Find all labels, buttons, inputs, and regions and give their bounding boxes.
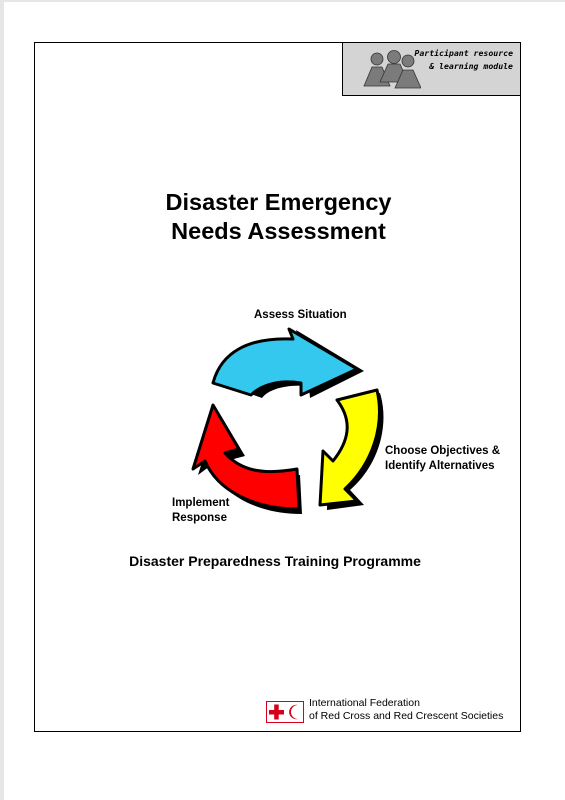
implement-text-1: Implement <box>172 497 230 509</box>
page-edge-top <box>0 0 565 2</box>
ifrc-line-2: of Red Cross and Red Crescent Societies <box>309 710 504 722</box>
ifrc-line-1: International Federation <box>309 697 420 709</box>
programme-title: Disaster Preparedness Training Programme <box>129 553 421 569</box>
badge-line-1: Participant resource <box>414 48 513 58</box>
label-implement-response <box>172 496 230 526</box>
choose-objectives-arrow <box>320 390 383 510</box>
title-line-2: Needs Assessment <box>171 218 386 244</box>
choose-text-1: Choose Objectives & <box>385 445 501 457</box>
assess-text: Assess Situation <box>254 309 347 321</box>
assess-situation-arrow <box>213 329 364 398</box>
implement-text-2: Response <box>172 512 227 524</box>
label-choose-objectives <box>385 444 500 474</box>
title-line-1: Disaster Emergency <box>165 189 392 215</box>
cover-page <box>34 42 521 732</box>
choose-text-2: Identify Alternatives <box>385 460 495 472</box>
page-edge-left <box>0 0 4 800</box>
label-assess-situation <box>254 308 347 323</box>
badge-line-2: & learning module <box>429 61 513 71</box>
ifrc-red-cross-crescent-logo <box>266 701 304 723</box>
